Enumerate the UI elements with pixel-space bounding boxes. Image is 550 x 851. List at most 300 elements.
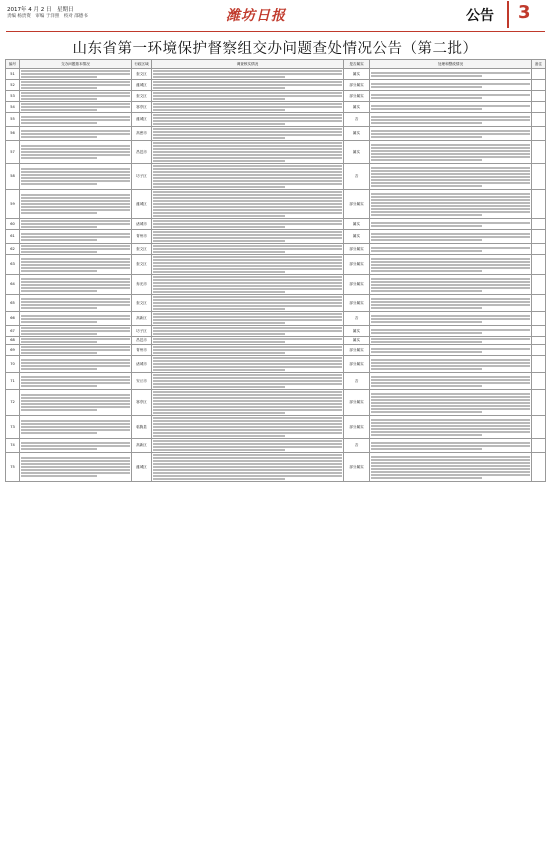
- handling-details: [370, 275, 532, 295]
- table-row: [6, 230, 546, 244]
- case-region: 潍城区: [132, 80, 152, 91]
- case-region: 昌邑市: [132, 337, 152, 345]
- text-line: [153, 391, 342, 393]
- table-header-row: [6, 60, 546, 69]
- case-note: [532, 453, 546, 482]
- table-row: [6, 439, 546, 453]
- text-line: [153, 203, 342, 205]
- case-note: [532, 356, 546, 373]
- investigation-details: [152, 312, 344, 326]
- text-line: [153, 259, 342, 261]
- handling-details: [370, 356, 532, 373]
- text-line: [21, 426, 130, 428]
- text-line: [153, 84, 342, 86]
- table-row: [6, 312, 546, 326]
- case-verified: 属实: [344, 102, 370, 113]
- text-line: [371, 205, 530, 207]
- text-line: [21, 133, 130, 135]
- text-line: [21, 212, 97, 214]
- investigation-details: [152, 356, 344, 373]
- text-line: [153, 454, 342, 456]
- text-line: [153, 117, 342, 119]
- text-line: [371, 477, 482, 479]
- text-line: [153, 478, 285, 480]
- text-line: [371, 173, 530, 175]
- text-line: [21, 463, 130, 465]
- page-title: 山东省第一环境保护督察组交办问题查处情况公告（第二批）: [72, 41, 478, 57]
- case-verified: 属实: [344, 219, 370, 230]
- case-note: [532, 275, 546, 295]
- text-line: [153, 449, 285, 451]
- text-line: [371, 411, 482, 413]
- text-line: [371, 448, 482, 450]
- text-line: [21, 472, 130, 474]
- case-note: [532, 69, 546, 80]
- text-line: [153, 120, 342, 122]
- case-number: 62: [6, 244, 20, 255]
- text-line: [153, 377, 342, 379]
- investigation-details: [152, 373, 344, 390]
- case-region: 青州市: [132, 345, 152, 356]
- case-description: [20, 80, 132, 91]
- text-line: [153, 296, 342, 298]
- text-line: [21, 397, 130, 399]
- text-line: [21, 403, 130, 405]
- handling-details: [370, 295, 532, 312]
- text-line: [153, 341, 285, 343]
- case-number: 51: [6, 69, 20, 80]
- text-line: [21, 409, 97, 411]
- text-line: [153, 446, 342, 448]
- table-row: [6, 275, 546, 295]
- investigation-details: [152, 453, 344, 482]
- case-region: 青州市: [132, 230, 152, 244]
- text-line: [153, 457, 342, 459]
- table-row: [6, 141, 546, 164]
- text-line: [371, 261, 530, 263]
- case-region: 诸城市: [132, 356, 152, 373]
- text-line: [371, 338, 530, 340]
- table-row: [6, 127, 546, 141]
- handling-details: [370, 416, 532, 439]
- table-row: [6, 295, 546, 312]
- text-line: [153, 220, 342, 222]
- text-line: [371, 471, 530, 473]
- text-line: [21, 376, 130, 378]
- text-line: [153, 466, 342, 468]
- text-line: [21, 359, 130, 361]
- case-verified: 部分属实: [344, 295, 370, 312]
- text-line: [21, 460, 130, 462]
- text-line: [153, 87, 285, 89]
- case-region: 寒亭区: [132, 390, 152, 416]
- text-line: [21, 106, 130, 108]
- handling-details: [370, 69, 532, 80]
- text-line: [371, 341, 482, 343]
- investigation-details: [152, 219, 344, 230]
- text-line: [153, 174, 342, 176]
- case-verified: 属实: [344, 127, 370, 141]
- investigation-details: [152, 337, 344, 345]
- text-line: [371, 365, 530, 367]
- case-region: 寒亭区: [132, 102, 152, 113]
- header-rule: [6, 31, 545, 32]
- text-line: [153, 432, 342, 434]
- text-line: [153, 223, 342, 225]
- text-line: [153, 73, 342, 75]
- text-line: [371, 247, 530, 249]
- case-verified: 属实: [344, 326, 370, 337]
- text-line: [371, 250, 482, 252]
- text-line: [371, 284, 530, 286]
- text-line: [153, 70, 342, 72]
- text-line: [153, 114, 342, 116]
- text-line: [371, 211, 530, 213]
- text-line: [371, 351, 482, 353]
- text-line: [371, 459, 530, 461]
- text-line: [371, 329, 530, 331]
- text-line: [153, 165, 342, 167]
- case-note: [532, 244, 546, 255]
- text-line: [153, 291, 285, 293]
- case-description: [20, 190, 132, 219]
- text-line: [21, 203, 130, 205]
- case-number: 54: [6, 102, 20, 113]
- text-line: [371, 153, 530, 155]
- text-line: [21, 349, 130, 351]
- text-line: [153, 463, 342, 465]
- text-line: [153, 426, 342, 428]
- case-description: [20, 219, 132, 230]
- handling-details: [370, 326, 532, 337]
- handling-details: [370, 453, 532, 482]
- case-note: [532, 337, 546, 345]
- text-line: [153, 142, 342, 144]
- text-line: [153, 409, 342, 411]
- text-line: [371, 222, 530, 224]
- case-number: 67: [6, 326, 20, 337]
- text-line: [153, 403, 342, 405]
- cases-table: [5, 59, 546, 482]
- text-line: [153, 148, 342, 150]
- case-region: 安丘市: [132, 373, 152, 390]
- case-number: 58: [6, 164, 20, 190]
- text-line: [153, 123, 285, 125]
- text-line: [21, 298, 130, 300]
- text-line: [371, 136, 482, 138]
- text-line: [153, 469, 342, 471]
- text-line: [371, 133, 530, 135]
- text-line: [21, 321, 97, 323]
- text-line: [153, 338, 342, 340]
- text-line: [371, 193, 530, 195]
- text-line: [153, 237, 342, 239]
- case-verified: 属实: [344, 337, 370, 345]
- case-description: [20, 337, 132, 345]
- text-line: [153, 369, 285, 371]
- text-line: [21, 432, 97, 434]
- column-header: 是否属实: [344, 60, 370, 69]
- text-line: [371, 405, 530, 407]
- column-header: 编号: [6, 60, 20, 69]
- text-line: [371, 422, 530, 424]
- text-line: [21, 122, 97, 124]
- investigation-details: [152, 244, 344, 255]
- case-number: 75: [6, 453, 20, 482]
- text-line: [21, 423, 130, 425]
- text-line: [153, 160, 285, 162]
- text-line: [153, 406, 342, 408]
- text-line: [371, 270, 482, 272]
- text-line: [153, 276, 342, 278]
- case-verified: 部分属实: [344, 345, 370, 356]
- case-number: 71: [6, 373, 20, 390]
- handling-details: [370, 337, 532, 345]
- text-line: [21, 157, 97, 159]
- case-verified: 否: [344, 113, 370, 127]
- case-description: [20, 113, 132, 127]
- case-region: 奎文区: [132, 255, 152, 275]
- text-line: [21, 251, 97, 253]
- case-note: [532, 113, 546, 127]
- text-line: [21, 81, 130, 83]
- text-line: [371, 267, 530, 269]
- case-number: 56: [6, 127, 20, 141]
- case-description: [20, 312, 132, 326]
- case-number: 68: [6, 337, 20, 345]
- issue-date: 2017年 4 月 2 日 星期日: [7, 7, 74, 13]
- table-row: [6, 102, 546, 113]
- case-note: [532, 326, 546, 337]
- table-row: [6, 255, 546, 275]
- table-row: [6, 113, 546, 127]
- text-line: [21, 226, 97, 228]
- text-line: [371, 199, 530, 201]
- text-line: [153, 299, 342, 301]
- text-line: [21, 307, 97, 309]
- case-note: [532, 102, 546, 113]
- text-line: [371, 97, 482, 99]
- text-line: [371, 233, 530, 235]
- investigation-details: [152, 190, 344, 219]
- case-region: 高密市: [132, 127, 152, 141]
- text-line: [371, 83, 530, 85]
- text-line: [153, 327, 342, 329]
- text-line: [21, 301, 130, 303]
- text-line: [371, 94, 530, 96]
- case-number: 52: [6, 80, 20, 91]
- case-note: [532, 219, 546, 230]
- text-line: [153, 180, 342, 182]
- case-region: 坊子区: [132, 164, 152, 190]
- text-line: [21, 174, 130, 176]
- case-verified: 部分属实: [344, 416, 370, 439]
- case-verified: 否: [344, 373, 370, 390]
- text-line: [21, 457, 130, 459]
- table-row: [6, 219, 546, 230]
- handling-details: [370, 219, 532, 230]
- text-line: [153, 435, 285, 437]
- text-line: [153, 209, 342, 211]
- text-line: [371, 465, 530, 467]
- investigation-details: [152, 326, 344, 337]
- case-note: [532, 390, 546, 416]
- table-row: [6, 326, 546, 337]
- text-line: [371, 456, 530, 458]
- text-line: [21, 394, 130, 396]
- text-line: [371, 156, 530, 158]
- text-line: [21, 420, 130, 422]
- text-line: [371, 359, 530, 361]
- case-region: 高新区: [132, 439, 152, 453]
- text-line: [153, 76, 285, 78]
- handling-details: [370, 230, 532, 244]
- text-line: [153, 106, 342, 108]
- text-line: [371, 445, 530, 447]
- section-name: 公告: [466, 8, 494, 24]
- investigation-details: [152, 80, 344, 91]
- text-line: [21, 346, 130, 348]
- case-region: 潍城区: [132, 113, 152, 127]
- case-description: [20, 295, 132, 312]
- text-line: [21, 264, 130, 266]
- text-line: [371, 182, 530, 184]
- text-line: [371, 236, 530, 238]
- text-line: [153, 363, 342, 365]
- text-line: [371, 304, 530, 306]
- handling-details: [370, 113, 532, 127]
- table-row: [6, 373, 546, 390]
- text-line: [153, 420, 342, 422]
- table-row: [6, 453, 546, 482]
- text-line: [21, 154, 130, 156]
- text-line: [153, 137, 285, 139]
- text-line: [371, 281, 530, 283]
- table-row: [6, 80, 546, 91]
- text-line: [371, 431, 530, 433]
- case-verified: 部分属实: [344, 244, 370, 255]
- text-line: [153, 256, 342, 258]
- table-row: [6, 337, 546, 345]
- text-line: [153, 231, 342, 233]
- case-number: 55: [6, 113, 20, 127]
- case-note: [532, 91, 546, 102]
- text-line: [153, 352, 285, 354]
- text-line: [153, 366, 342, 368]
- investigation-details: [152, 230, 344, 244]
- text-line: [153, 103, 342, 105]
- text-line: [153, 168, 342, 170]
- investigation-details: [152, 127, 344, 141]
- text-line: [371, 108, 482, 110]
- case-verified: 属实: [344, 69, 370, 80]
- text-line: [21, 267, 130, 269]
- case-number: 53: [6, 91, 20, 102]
- case-description: [20, 230, 132, 244]
- text-line: [371, 321, 482, 323]
- text-line: [371, 116, 530, 118]
- text-line: [21, 76, 97, 78]
- text-line: [153, 154, 342, 156]
- table-row: [6, 416, 546, 439]
- text-line: [153, 131, 342, 133]
- text-line: [21, 197, 130, 199]
- text-line: [153, 98, 285, 100]
- text-line: [153, 197, 342, 199]
- text-line: [371, 214, 482, 216]
- text-line: [371, 393, 530, 395]
- text-line: [371, 402, 530, 404]
- investigation-details: [152, 102, 344, 113]
- text-line: [21, 84, 130, 86]
- text-line: [21, 206, 130, 208]
- case-note: [532, 164, 546, 190]
- text-line: [21, 98, 97, 100]
- case-verified: 否: [344, 312, 370, 326]
- text-line: [371, 225, 482, 227]
- text-line: [153, 145, 342, 147]
- text-line: [371, 379, 530, 381]
- text-line: [21, 151, 130, 153]
- text-line: [21, 475, 97, 477]
- text-line: [21, 281, 130, 283]
- case-description: [20, 390, 132, 416]
- column-header: 调查核实情况: [152, 60, 344, 69]
- newspaper-logo: 潍坊日报: [226, 8, 286, 24]
- text-line: [371, 434, 482, 436]
- text-line: [371, 86, 482, 88]
- text-line: [153, 92, 342, 94]
- case-note: [532, 255, 546, 275]
- text-line: [21, 239, 97, 241]
- text-line: [21, 119, 130, 121]
- investigation-details: [152, 91, 344, 102]
- table-row: [6, 244, 546, 255]
- text-line: [153, 308, 285, 310]
- case-region: 昌邑市: [132, 141, 152, 164]
- text-line: [153, 134, 342, 136]
- case-region: 临朐县: [132, 416, 152, 439]
- text-line: [153, 157, 342, 159]
- case-note: [532, 190, 546, 219]
- text-line: [21, 200, 130, 202]
- case-verified: 属实: [344, 230, 370, 244]
- text-line: [371, 72, 530, 74]
- text-line: [153, 374, 342, 376]
- case-number: 73: [6, 416, 20, 439]
- text-line: [153, 360, 342, 362]
- text-line: [371, 75, 482, 77]
- text-line: [153, 206, 342, 208]
- text-line: [153, 81, 342, 83]
- text-line: [371, 278, 530, 280]
- text-line: [153, 248, 342, 250]
- text-line: [153, 191, 342, 193]
- text-line: [21, 171, 130, 173]
- text-line: [153, 186, 285, 188]
- text-line: [21, 73, 130, 75]
- text-line: [153, 423, 342, 425]
- text-line: [371, 185, 482, 187]
- column-header: 备注: [532, 60, 546, 69]
- handling-details: [370, 255, 532, 275]
- case-region: 潍城区: [132, 190, 152, 219]
- text-line: [371, 170, 530, 172]
- text-line: [153, 305, 342, 307]
- text-line: [21, 338, 130, 340]
- text-line: [21, 469, 130, 471]
- text-line: [21, 304, 130, 306]
